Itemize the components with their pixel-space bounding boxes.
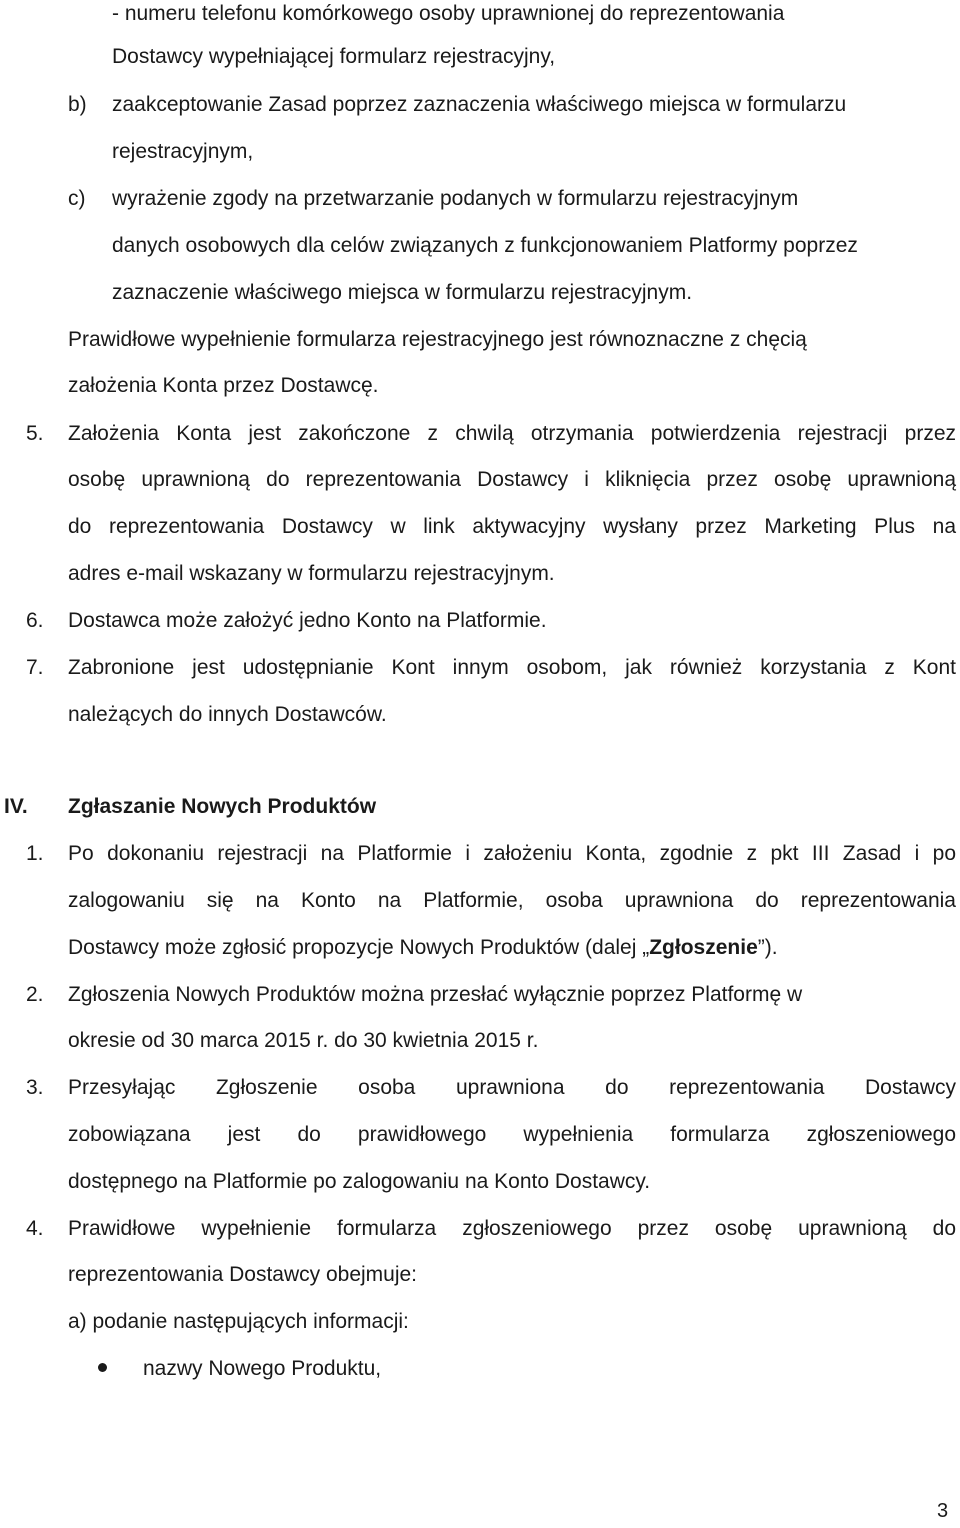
- text-run: ”).: [757, 936, 778, 959]
- paragraph-line: Zgłoszenia Nowych Produktów można przesłać wyłącznie poprzez Platformę w: [68, 983, 803, 1006]
- list-item: wyrażenie zgody na przetwarzanie podanych w formularzu rejestracyjnym: [112, 187, 799, 210]
- list-number: 3.: [26, 1076, 44, 1099]
- paragraph-line: Prawidłowe wypełnienie formularza zgłoszeniowego przez osobę uprawnioną do: [68, 1217, 956, 1240]
- paragraph-line: Dostawca może założyć jedno Konto na Platformie.: [68, 609, 547, 632]
- list-number: 1.: [26, 842, 44, 865]
- paragraph-line: Zabronione jest udostępnianie Kont innym osobom, jak również korzystania z Kont: [68, 656, 956, 679]
- paragraph-line: należących do innych Dostawców.: [68, 703, 387, 726]
- paragraph-line: dostępnego na Platformie po zalogowaniu na Konto Dostawcy.: [68, 1170, 651, 1193]
- paragraph-line: osobę uprawnioną do reprezentowania Dostawcy i kliknięcia przez osobę uprawnioną: [68, 468, 956, 491]
- list-label: c): [68, 187, 86, 210]
- list-label: b): [68, 93, 87, 116]
- paragraph-line: a) podanie następujących informacji:: [68, 1310, 409, 1333]
- list-number: 4.: [26, 1217, 44, 1240]
- page-number: 3: [937, 1500, 949, 1522]
- paragraph-line: zobowiązana jest do prawidłowego wypełnienia formularza zgłoszeniowego: [68, 1123, 956, 1146]
- paragraph-line: zalogowaniu się na Konto na Platformie, osoba uprawniona do reprezentowania: [68, 889, 956, 912]
- list-item: Dostawcy wypełniającej formularz rejestracyjny,: [112, 45, 556, 68]
- list-number: 7.: [26, 656, 44, 679]
- list-number: 2.: [26, 983, 44, 1006]
- list-number: 5.: [26, 422, 44, 445]
- paragraph-line: adres e-mail wskazany w formularzu rejestracyjnym.: [68, 562, 555, 585]
- list-item: danych osobowych dla celów związanych z funkcjonowaniem Platformy poprzez: [112, 234, 858, 257]
- list-item: zaakceptowanie Zasad poprzez zaznaczenia właściwego miejsca w formularzu: [112, 93, 847, 116]
- list-number: 6.: [26, 609, 44, 632]
- bullet-icon: [98, 1363, 107, 1372]
- defined-term: Zgłoszenie: [649, 936, 758, 959]
- paragraph-line: Założenia Konta jest zakończone z chwilą otrzymania potwierdzenia rejestracji przez: [68, 422, 956, 445]
- section-title: Zgłaszanie Nowych Produktów: [68, 795, 377, 818]
- paragraph-line: [68, 934, 778, 962]
- quote-mark: „: [642, 936, 650, 959]
- section-number: IV.: [4, 795, 28, 818]
- text-run: Dostawcy może zgłosić propozycje Nowych Produktów (dalej: [68, 936, 643, 959]
- paragraph-line: Po dokonaniu rejestracji na Platformie i założeniu Konta, zgodnie z pkt III Zasad i po: [68, 842, 956, 865]
- paragraph-line: Prawidłowe wypełnienie formularza rejestracyjnego jest równoznaczne z chęcią: [68, 328, 807, 351]
- paragraph-line: reprezentowania Dostawcy obejmuje:: [68, 1263, 418, 1286]
- list-item: nazwy Nowego Produktu,: [143, 1357, 382, 1380]
- paragraph-line: założenia Konta przez Dostawcę.: [68, 374, 379, 397]
- list-item: rejestracyjnym,: [112, 140, 254, 163]
- list-item: - numeru telefonu komórkowego osoby uprawnionej do reprezentowania: [112, 2, 785, 25]
- paragraph-line: Przesyłając Zgłoszenie osoba uprawniona do reprezentowania Dostawcy: [68, 1076, 956, 1099]
- list-item: zaznaczenie właściwego miejsca w formularzu rejestracyjnym.: [112, 281, 693, 304]
- paragraph-line: do reprezentowania Dostawcy w link aktywacyjny wysłany przez Marketing Plus na: [68, 515, 956, 538]
- paragraph-line: okresie od 30 marca 2015 r. do 30 kwietnia 2015 r.: [68, 1029, 539, 1052]
